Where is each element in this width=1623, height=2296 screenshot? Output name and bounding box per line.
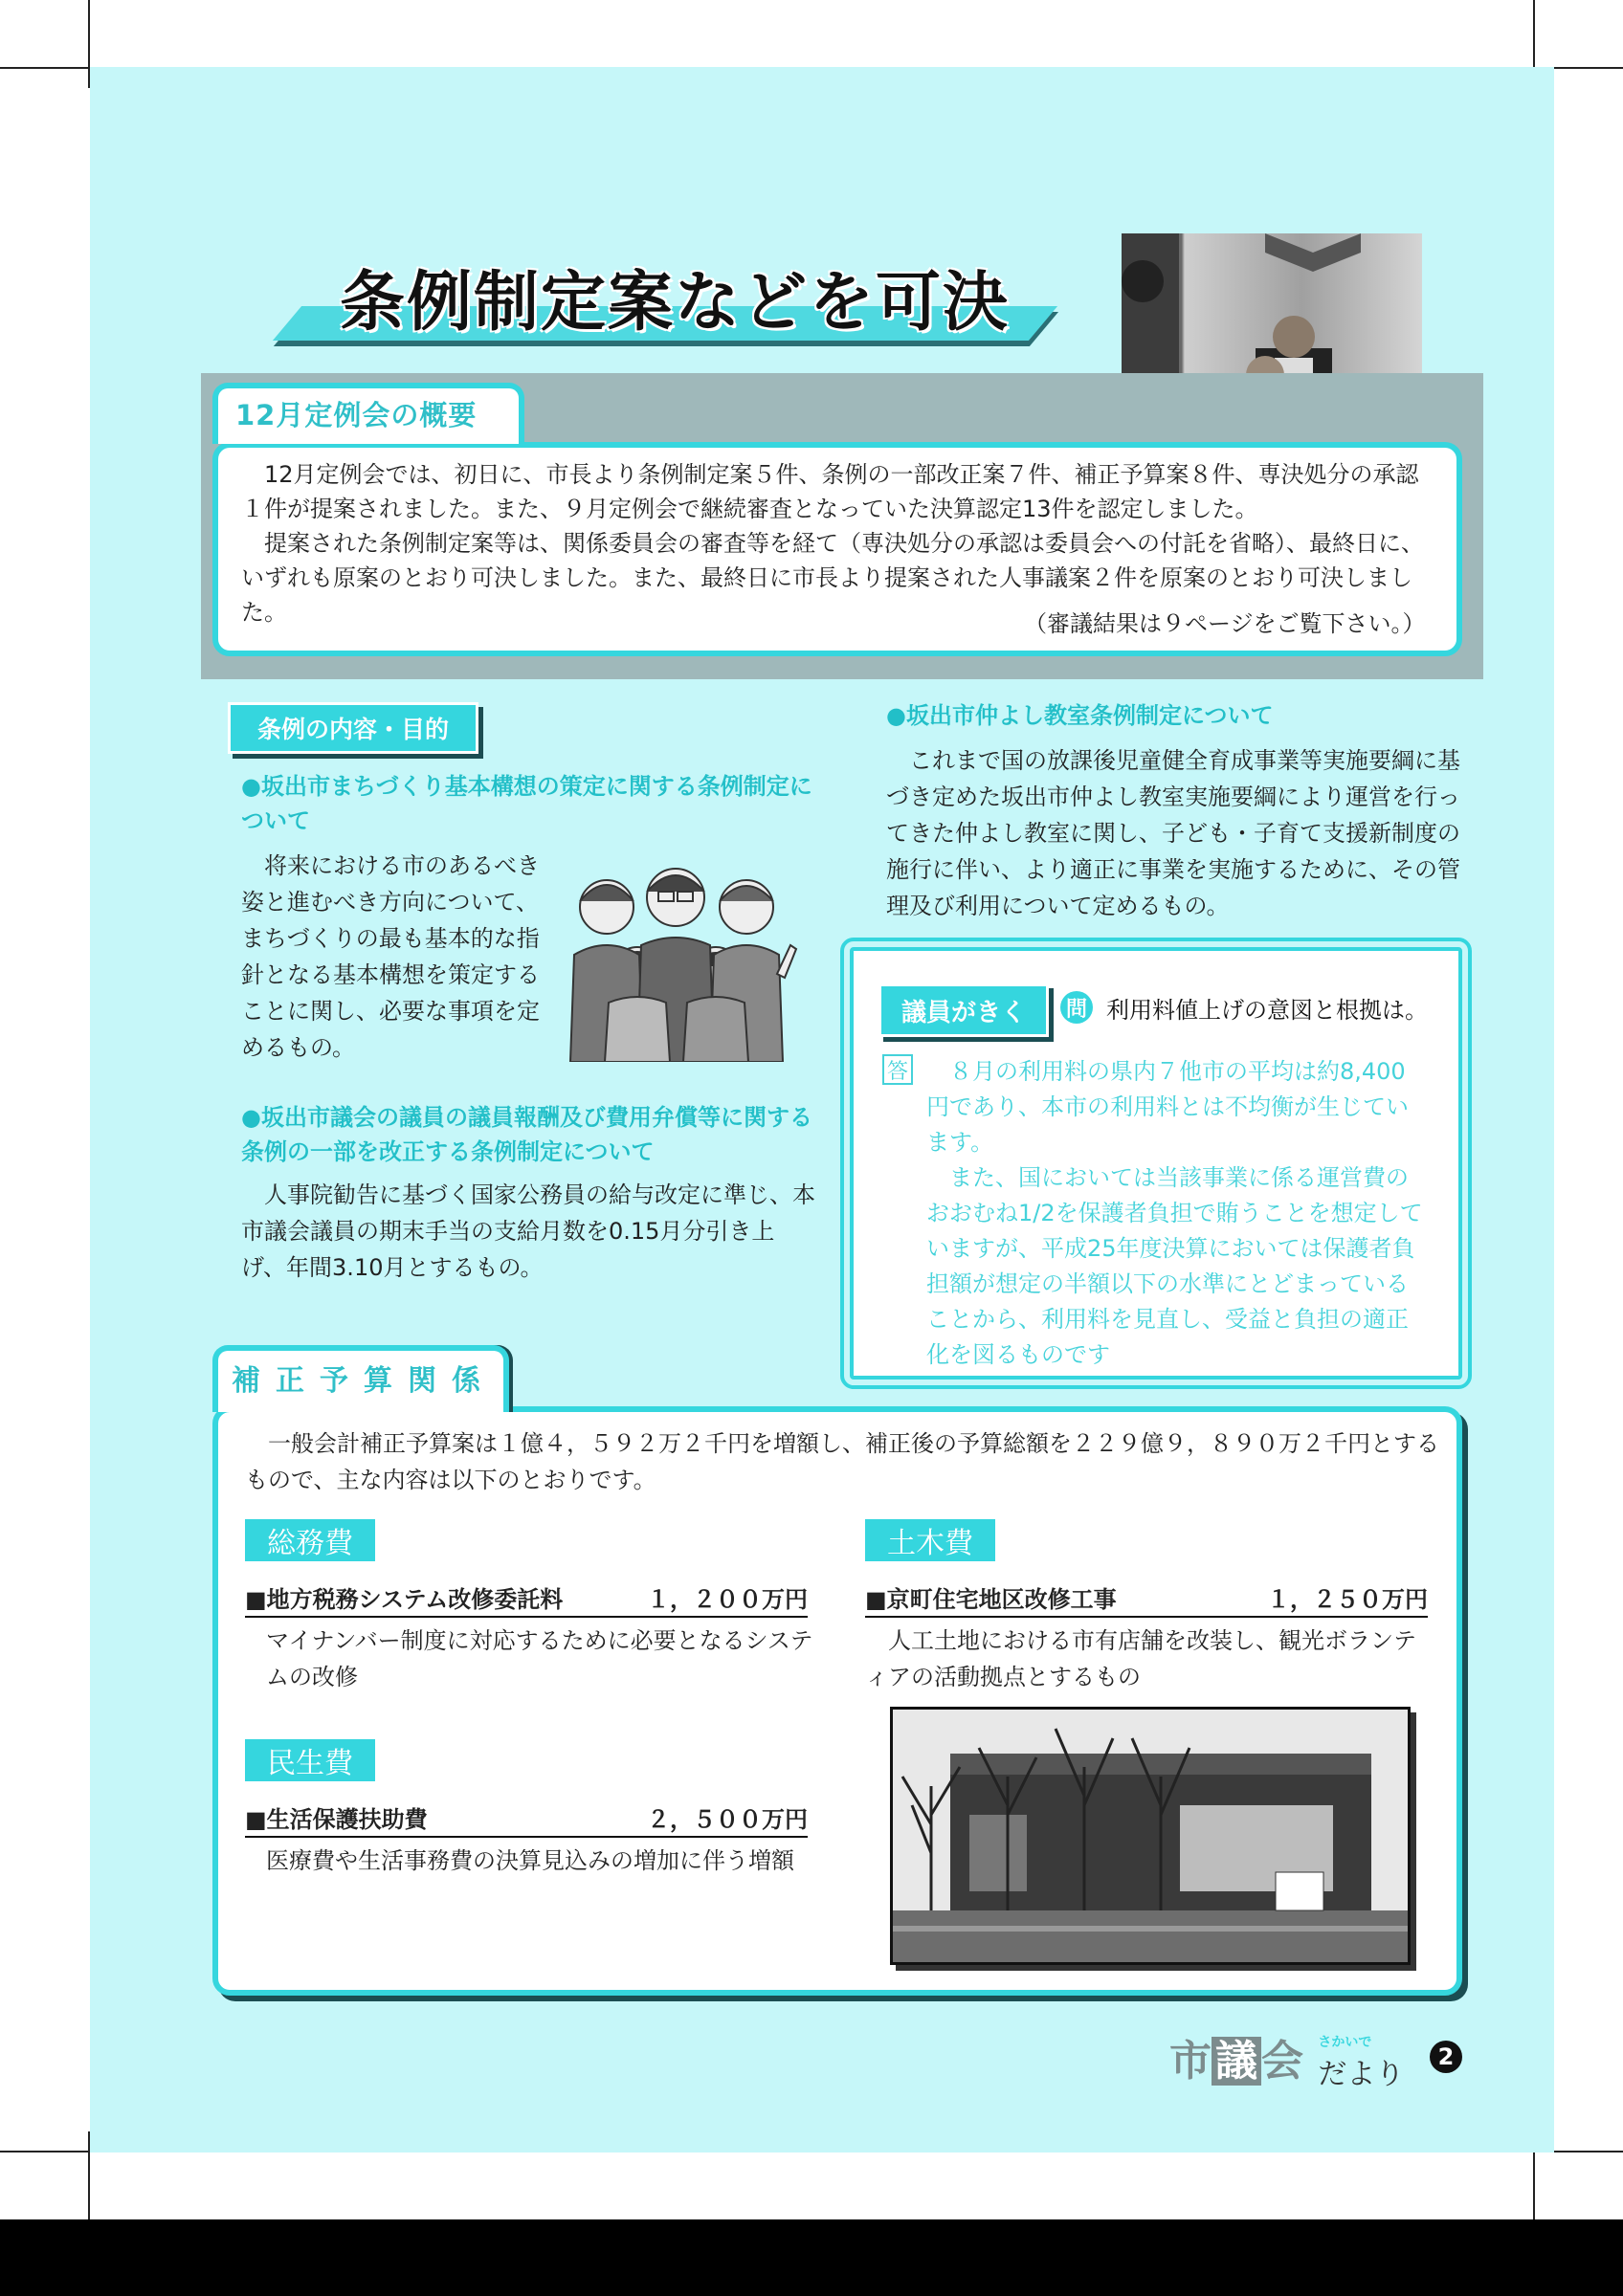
crop-mark — [0, 67, 88, 69]
page-title: 条例制定案などを可決 — [340, 265, 1011, 341]
budget-item-name: ■生活保護扶助費 — [245, 1806, 428, 1833]
ordinance-heading-1: ●坂出市まちづくり基本構想の策定に関する条例制定について — [241, 773, 812, 834]
ordinance-body-text: 将来における市のあるべき姿と進むべき方向について、まちづくりの最も基本的な指針となる基本構想を策定することに関し、必要な事項を定めるもの。 — [241, 852, 540, 1061]
crop-mark — [0, 2151, 88, 2152]
budget-item-amount: １，２００万円 — [647, 1586, 808, 1613]
question-mark-icon: 問 — [1060, 991, 1093, 1024]
qa-answer — [926, 1054, 1424, 1373]
category-label-minseihi: 民生費 — [245, 1739, 375, 1781]
budget-item-amount: ２，５００万円 — [647, 1806, 808, 1833]
qa-question: 利用料値上げの意図と根拠は。 — [1106, 997, 1428, 1024]
budget-item-row — [245, 1580, 808, 1618]
ordinance-body-2 — [241, 1177, 815, 1286]
budget-heading: 補正予算関係 — [232, 1364, 496, 1398]
logo-dayori: だより — [1318, 2058, 1405, 2091]
budget-item-row — [865, 1580, 1428, 1618]
bottom-band — [0, 2219, 1623, 2296]
budget-intro-text: 一般会計補正予算案は１億４，５９２万２千円を増額し、補正後の予算総額を２２９億９，８９０万２千円とするもので、主な内容は以下のとおりです。 — [245, 1430, 1439, 1493]
budget-intro — [245, 1425, 1441, 1498]
people-illustration — [565, 859, 798, 1062]
logo-char-boxed: 議 — [1212, 2037, 1261, 2086]
footer-logo — [1169, 2026, 1404, 2091]
building-photo — [890, 1707, 1411, 1965]
budget-item-row — [245, 1800, 808, 1838]
qa-label: 議員がきく — [878, 983, 1049, 1037]
overview-note: （審議結果は９ページをご覧下さい。） — [1024, 610, 1426, 637]
ordinance-body-text: 人事院勧告に基づく国家公務員の給与改定に準じ、本市議会議員の期末手当の支給月数を0.15月分引き上げ、年間3.10月とするもの。 — [241, 1181, 815, 1281]
qa-answer-paragraph: ８月の利用料の県内７他市の平均は約8,400円であり、本市の利用料とは不均衡が生じています。 — [926, 1058, 1409, 1156]
answer-mark-icon: 答 — [882, 1054, 913, 1085]
ordinance-body-3 — [886, 742, 1460, 924]
logo-kana: さかいで — [1318, 2035, 1372, 2050]
budget-item-amount: １，２５０万円 — [1267, 1586, 1428, 1613]
ordinance-body-text: これまで国の放課後児童健全育成事業等実施要綱に基づき定めた坂出市仲よし教室実施要綱により運営を行ってきた仲よし教室に関し、子ども・子育て支援新制度の施行に伴い、より適正に事業を実施するために、その管理及び利用について定めるもの。 — [886, 747, 1460, 919]
budget-item-name: ■京町住宅地区改修工事 — [865, 1586, 1117, 1613]
budget-item-name: ■地方税務システム改修委託料 — [245, 1586, 564, 1613]
ordinance-body-1 — [241, 848, 544, 1066]
qa-answer-paragraph: また、国においては当該事業に係る運営費のおおむね1/2を保護者負担で賄うことを想定していますが、平成25年度決算においては保護者負担額が想定の半額以下の水準にとどまっていることから、利用料を見直し、受益と負担の適正化を図るものです — [926, 1164, 1423, 1368]
overview-paragraph: 12月定例会では、初日に、市長より条例制定案５件、条例の一部改正案７件、補正予算案８件、専決処分の承認１件が提案されました。また、９月定例会で継続審査となっていた決算認定13件を認定しました。 — [241, 461, 1419, 522]
ordinance-heading-2: ●坂出市議会の議員の議員報酬及び費用弁償等に関する条例の一部を改正する条例制定について — [241, 1104, 812, 1165]
category-label-somuhi: 総務費 — [245, 1519, 375, 1561]
budget-item-desc: 人工土地における市有店舗を改装し、観光ボランティアの活動拠点とするもの — [865, 1627, 1416, 1690]
budget-item-desc: マイナンバー制度に対応するために必要となるシステムの改修 — [266, 1627, 813, 1690]
logo-char: 市 — [1169, 2037, 1212, 2086]
category-label-dobokuhi: 土木費 — [865, 1519, 995, 1561]
ordinance-heading-3: ●坂出市仲よし教室条例制定について — [886, 702, 1274, 729]
ordinance-section-label: 条例の内容・目的 — [228, 702, 478, 754]
overview-paragraph: 提案された条例制定案等は、関係委員会の審査等を経て（専決処分の承認は委員会への付託を省略）、最終日に、いずれも原案のとおり可決しました。また、最終日に市長より提案された人事議案２件を原案のとおり可決しました。 — [241, 530, 1424, 626]
page-number: 2 — [1430, 2041, 1462, 2073]
overview-heading: 12月定例会の概要 — [235, 399, 478, 431]
budget-item-desc: 医療費や生活事務費の決算見込みの増加に伴う増額 — [266, 1847, 794, 1874]
logo-char: 会 — [1261, 2037, 1303, 2086]
overview-text — [241, 457, 1437, 629]
